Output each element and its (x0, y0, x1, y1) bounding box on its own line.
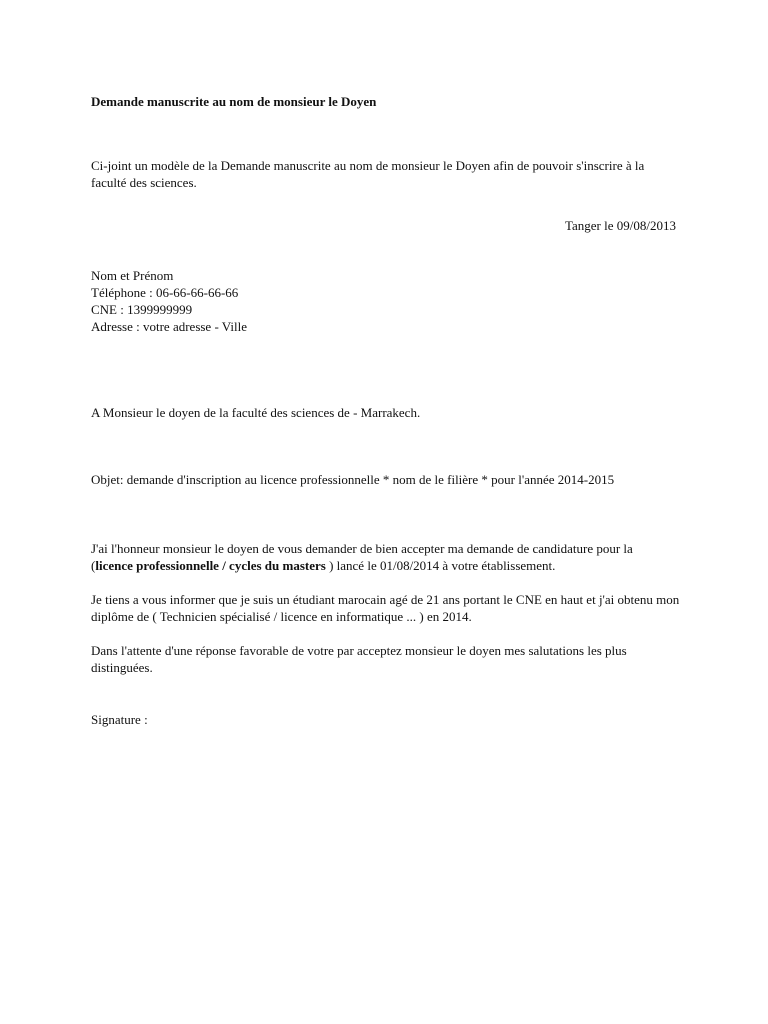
recipient-line (91, 404, 681, 421)
signature-text: Signature : (91, 712, 148, 727)
body-paragraph-3-line-2: distinguées. (91, 660, 153, 675)
date-line-text: Tanger le 09/08/2013 (564, 218, 676, 233)
body-paragraph-3 (91, 642, 681, 676)
sender-address: Adresse : votre adresse - Ville (91, 319, 248, 334)
date-line (91, 217, 676, 234)
program-name-bold: licence professionnelle / cycles du masters (95, 558, 326, 573)
body-paragraph-1 (91, 540, 681, 574)
sender-phone: Téléphone : 06-66-66-66-66 (91, 285, 239, 300)
intro-line-1: Ci-joint un modèle de la Demande manuscrite au nom de monsieur le Doyen afin de pouvoir s'inscrire à la (91, 158, 645, 173)
body-paragraph-2 (91, 591, 681, 625)
subject-line (91, 471, 681, 488)
signature-label (91, 711, 681, 728)
body-paragraph-2-line-2: diplôme de ( Technicien spécialisé / licence en informatique ... ) en 2014. (91, 609, 472, 624)
document-title-text: Demande manuscrite au nom de monsieur le Doyen (91, 94, 377, 109)
body-paragraph-1-line-1: J'ai l'honneur monsieur le doyen de vous demander de bien accepter ma demande de candidature pour la (91, 541, 633, 556)
open-paren: ( (91, 558, 96, 573)
body-paragraph-3-line-1: Dans l'attente d'une réponse favorable de votre par acceptez monsieur le doyen mes salutations les plus (91, 643, 627, 658)
intro-line-2: faculté des sciences. (91, 175, 197, 190)
body-paragraph-1-line-2 (91, 557, 681, 574)
body-paragraph-1-line-2-rest: ) lancé le 01/08/2014 à votre établissement. (325, 558, 556, 573)
recipient-text: A Monsieur le doyen de la faculté des sciences de - Marrakech. (91, 405, 421, 420)
sender-info (91, 267, 681, 335)
body-paragraph-2-line-1: Je tiens a vous informer que je suis un étudiant marocain agé de 21 ans portant le CNE en haut et j'ai obtenu mon (91, 592, 680, 607)
intro-paragraph (91, 157, 681, 191)
sender-name: Nom et Prénom (91, 268, 174, 283)
subject-text: Objet: demande d'inscription au licence professionnelle * nom de le filière * pour l'année 2014-2015 (91, 472, 615, 487)
document-title (91, 93, 681, 110)
sender-cne: CNE : 1399999999 (91, 302, 193, 317)
